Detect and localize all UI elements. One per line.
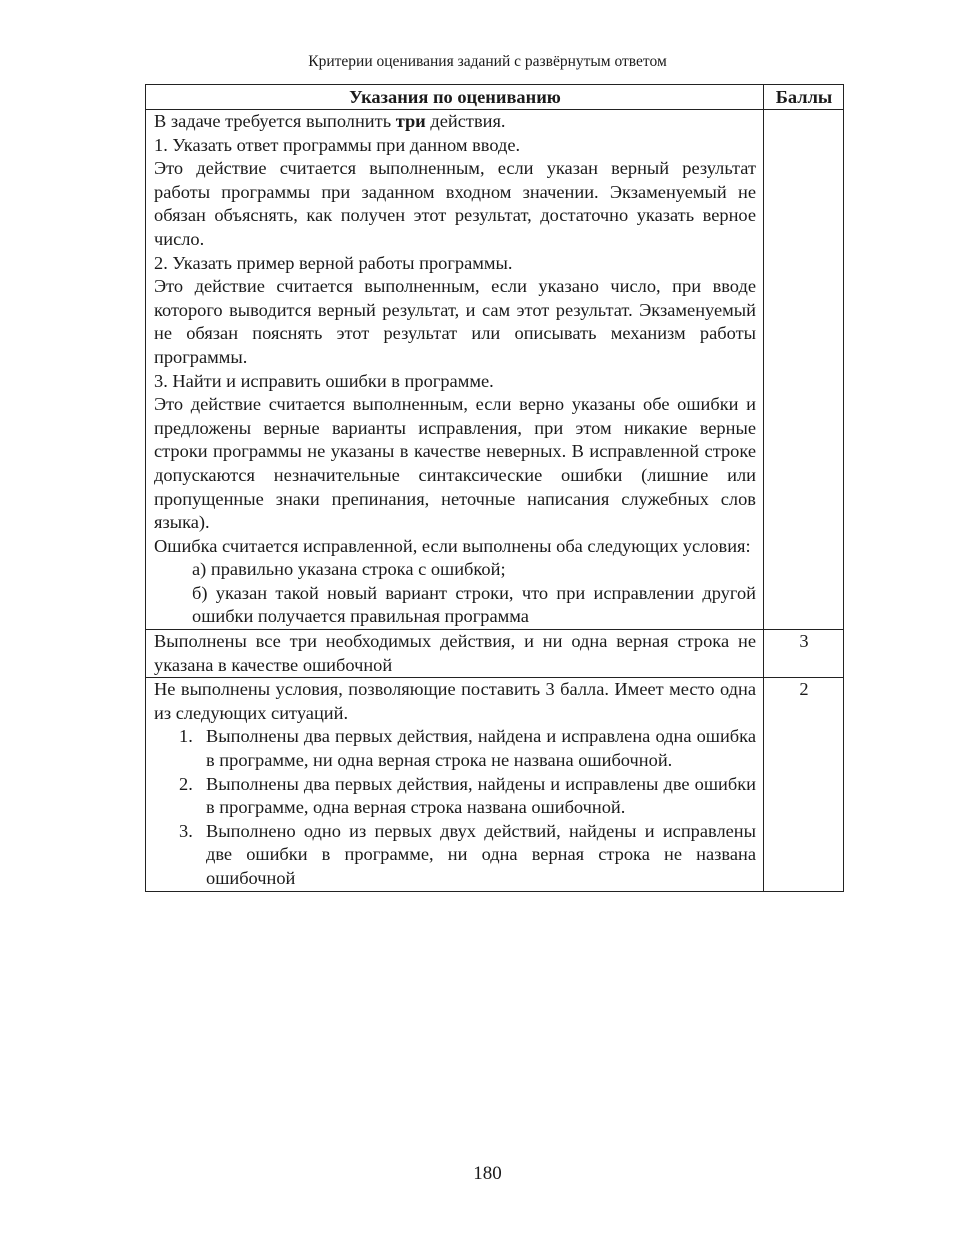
error-fixed-text: Ошибка считается исправленной, если выполнены оба следующих условия: [154,535,751,556]
condition-a: а) правильно указана строка с ошибкой; [192,559,506,580]
score-3-value: 3 [764,630,844,678]
step1-text: Это действие считается выполненным, если указан верный результат работы программы при заданном входном значении. Экзаменуемый не обязан объяснять, как получен этот результат, достаточно указать верное число. [154,158,756,249]
score-3-criteria: Выполнены все три необходимых действия, и ни одна верная строка не указана в качестве ошибочной [146,630,764,678]
criteria-table [145,84,844,892]
intro-cell [146,110,764,630]
step2-title: 2. Указать пример верной работы программы. [154,252,513,273]
running-header: Критерии оценивания заданий с развёрнутым ответом [308,53,667,70]
column-header-score: Баллы [764,85,844,110]
situations-list [154,725,756,890]
page-number: 180 [473,1163,502,1184]
table-header-row [146,85,844,110]
score-3-row [146,630,844,678]
intro-lead [154,110,756,134]
step1-title: 1. Указать ответ программы при данном вводе. [154,134,521,155]
step2-text: Это действие считается выполненным, если указано число, при вводе которого выводится верный результат, и сам этот результат. Экзаменуемый не обязан пояснять этот результат или описывать механизм работы программы. [154,276,756,367]
intro-lead-before: В задаче требуется выполнить [154,111,396,131]
list-item-text: Выполнены два первых действия, найдена и исправлена одна ошибка в программе, ни одна верная строка не названа ошибочной. [206,726,756,771]
condition-b: б) указан такой новый вариант строки, что при исправлении другой ошибки получается правильная программа [192,582,756,627]
score-2-cell [146,678,764,891]
list-item [154,820,756,891]
intro-row [146,110,844,630]
column-header-guidelines: Указания по оцениванию [146,85,764,110]
list-item-number: 3. [179,820,193,841]
list-item-text: Выполнено одно из первых двух действий, найдены и исправлены две ошибки в программе, ни одна верная строка не названа ошибочной [206,820,756,888]
list-item [154,725,756,772]
score-2-value: 2 [764,678,844,891]
list-item-number: 2. [179,773,193,794]
score-2-row [146,678,844,891]
score-2-criteria: Не выполнены условия, позволяющие поставить 3 балла. Имеет место одна из следующих ситуаций. [154,679,756,723]
intro-lead-bold: три [395,111,426,131]
list-item [154,773,756,820]
intro-lead-after: действия. [425,111,506,131]
step3-title: 3. Найти и исправить ошибки в программе. [154,370,494,391]
list-item-number: 1. [179,726,193,747]
intro-score-cell [764,110,844,630]
list-item-text: Выполнены два первых действия, найдены и исправлены две ошибки в программе, одна верная строка названа ошибочной. [206,773,756,818]
step3-text: Это действие считается выполненным, если верно указаны обе ошибки и предложены верные варианты исправления, при этом никакие верные строки программы не указаны в качестве неверных. В исправленной строке допускаются незначительные синтаксические ошибки (лишние или пропущенные знаки препинания, неточные написания служебных слов языка). [154,394,756,533]
